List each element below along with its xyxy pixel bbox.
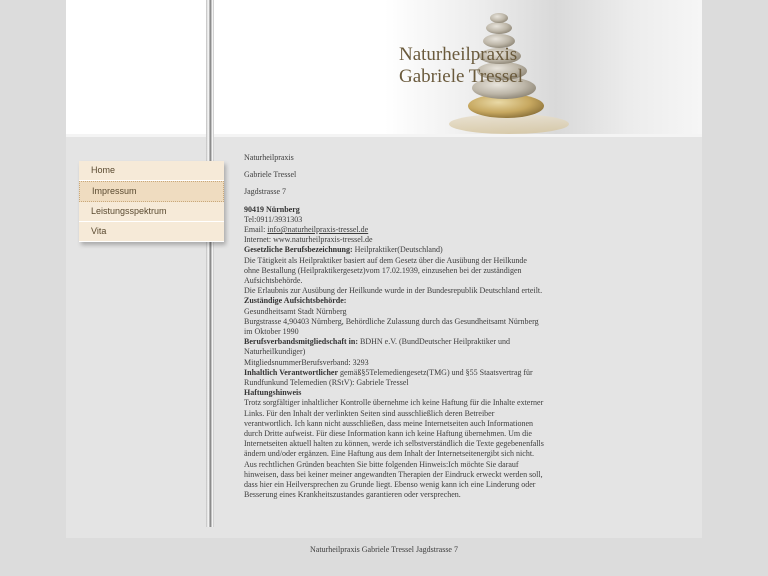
nav-item-home[interactable]: Home bbox=[79, 161, 224, 181]
site-title-line1: Naturheilpraxis bbox=[399, 44, 518, 65]
nav-item-leistungsspektrum[interactable]: Leistungsspektrum bbox=[79, 202, 224, 222]
header-banner bbox=[214, 0, 702, 134]
aufsicht-label: Zuständige Aufsichtsbehörde: bbox=[244, 296, 347, 306]
aufsicht-line2: Burgstrasse 4,90403 Nürnberg, Behördliche Zulassung durch das Gesundheitsamt Nürnberg im Oktober 1990 bbox=[244, 316, 539, 337]
address-line1: Naturheilpraxis bbox=[244, 153, 294, 162]
internet-line: Internet: www.naturheilpraxis-tressel.de bbox=[244, 235, 373, 245]
email-line bbox=[244, 225, 544, 235]
verband-line bbox=[244, 337, 544, 357]
beruf-value: Heilpraktiker(Deutschland) bbox=[352, 245, 443, 255]
mitglied-line: MitgliedsnummerBerufsverband: 3293 bbox=[244, 357, 369, 367]
verantw-label: Inhaltlich Verantwortlicher bbox=[244, 367, 338, 377]
aufsicht-line1: Gesundheitsamt Stadt Nürnberg bbox=[244, 306, 347, 316]
nav-item-vita[interactable]: Vita bbox=[79, 222, 224, 242]
nav-item-impressum[interactable]: Impressum bbox=[79, 181, 224, 202]
page-container bbox=[66, 0, 702, 538]
verband-label: Berufsverbandsmitgliedschaft in: bbox=[244, 337, 358, 347]
address-line2: Gabriele Tressel bbox=[244, 170, 297, 180]
footer: Naturheilpraxis Gabriele Tressel Jagdstrasse 7 bbox=[310, 545, 458, 554]
header-divider bbox=[66, 134, 702, 137]
beruf-line bbox=[244, 245, 544, 255]
site-title bbox=[399, 44, 523, 88]
haftung-label: Haftungshinweis bbox=[244, 388, 302, 398]
verband-value: BDHN e.V. (BundDeutscher Heilpraktiker und Naturheilkundiger) bbox=[244, 337, 511, 357]
erlaubnis-text: Die Erlaubnis zur Ausübung der Heilkunde wurde in der Bundesrepublik Deutschland erteilt. bbox=[244, 286, 543, 296]
address-line3: Jagdstrasse 7 bbox=[244, 187, 286, 197]
address-city: 90419 Nürnberg bbox=[244, 204, 300, 214]
haftung-text: Trotz sorgfältiger inhaltlicher Kontrolle übernehme ich keine Haftung für die Inhalte externer Links. Für den Inhalt der verlinkten Seiten sind ausschließlich deren Betreiber verantwortlich. Ich kann nicht ausschließen, dass meine Internetseiten auch Informationen durch Dritte aufweist. Für diese Information kann ich keine Haftung übernehmen. Um die Internetseiten aktuell halten zu können, werde ich selbstverständlich die Texte gegebenenfalls ändern und/oder ergänzen. Eine Haftung aus dem Inhalt der Internetseitenergibt sich nicht. Aus rechtlichen Gründen beachten Sie bitte folgenden Hinweis:Ich möchte Sie darauf hinweisen, dass bei keiner meiner angewandten Therapien der Eindruck erweckt werden soll, dass hier ein Heilversprechen zu Grunde liegt. Ebenso wenig kann ich eine Linderung oder Besserung eines Krankheitszustandes garantieren oder versprechen. bbox=[244, 398, 544, 500]
vertical-divider-bar bbox=[206, 0, 214, 527]
email-link[interactable]: info@naturheilpraxis-tressel.de bbox=[267, 225, 369, 235]
impressum-content bbox=[244, 153, 544, 501]
beruf-label: Gesetzliche Berufsbezeichnung: bbox=[244, 245, 353, 255]
verantw-line bbox=[244, 368, 544, 388]
header-left-panel bbox=[66, 0, 206, 134]
phone-number: Tel:0911/3931303 bbox=[244, 214, 303, 224]
main-navigation bbox=[79, 161, 224, 242]
email-label: Email: bbox=[244, 225, 268, 235]
site-title-line2: Gabriele Tressel bbox=[399, 66, 524, 87]
verantw-value: gemäß§5Telemediengesetz(TMG) und §55 Staatsvertrag für Rundfunkund Telemedien (RStV): Gabriele Tressel bbox=[244, 367, 533, 388]
taetigkeit-text: Die Tätigkeit als Heilpraktiker basiert auf dem Gesetz über die Ausübung der Heilkunde ohne Bestallung (Heilpraktikergesetz)vom 17.02.1939, einzusehen bei der zuständigen Aufsichtsbehörde. bbox=[244, 255, 527, 286]
